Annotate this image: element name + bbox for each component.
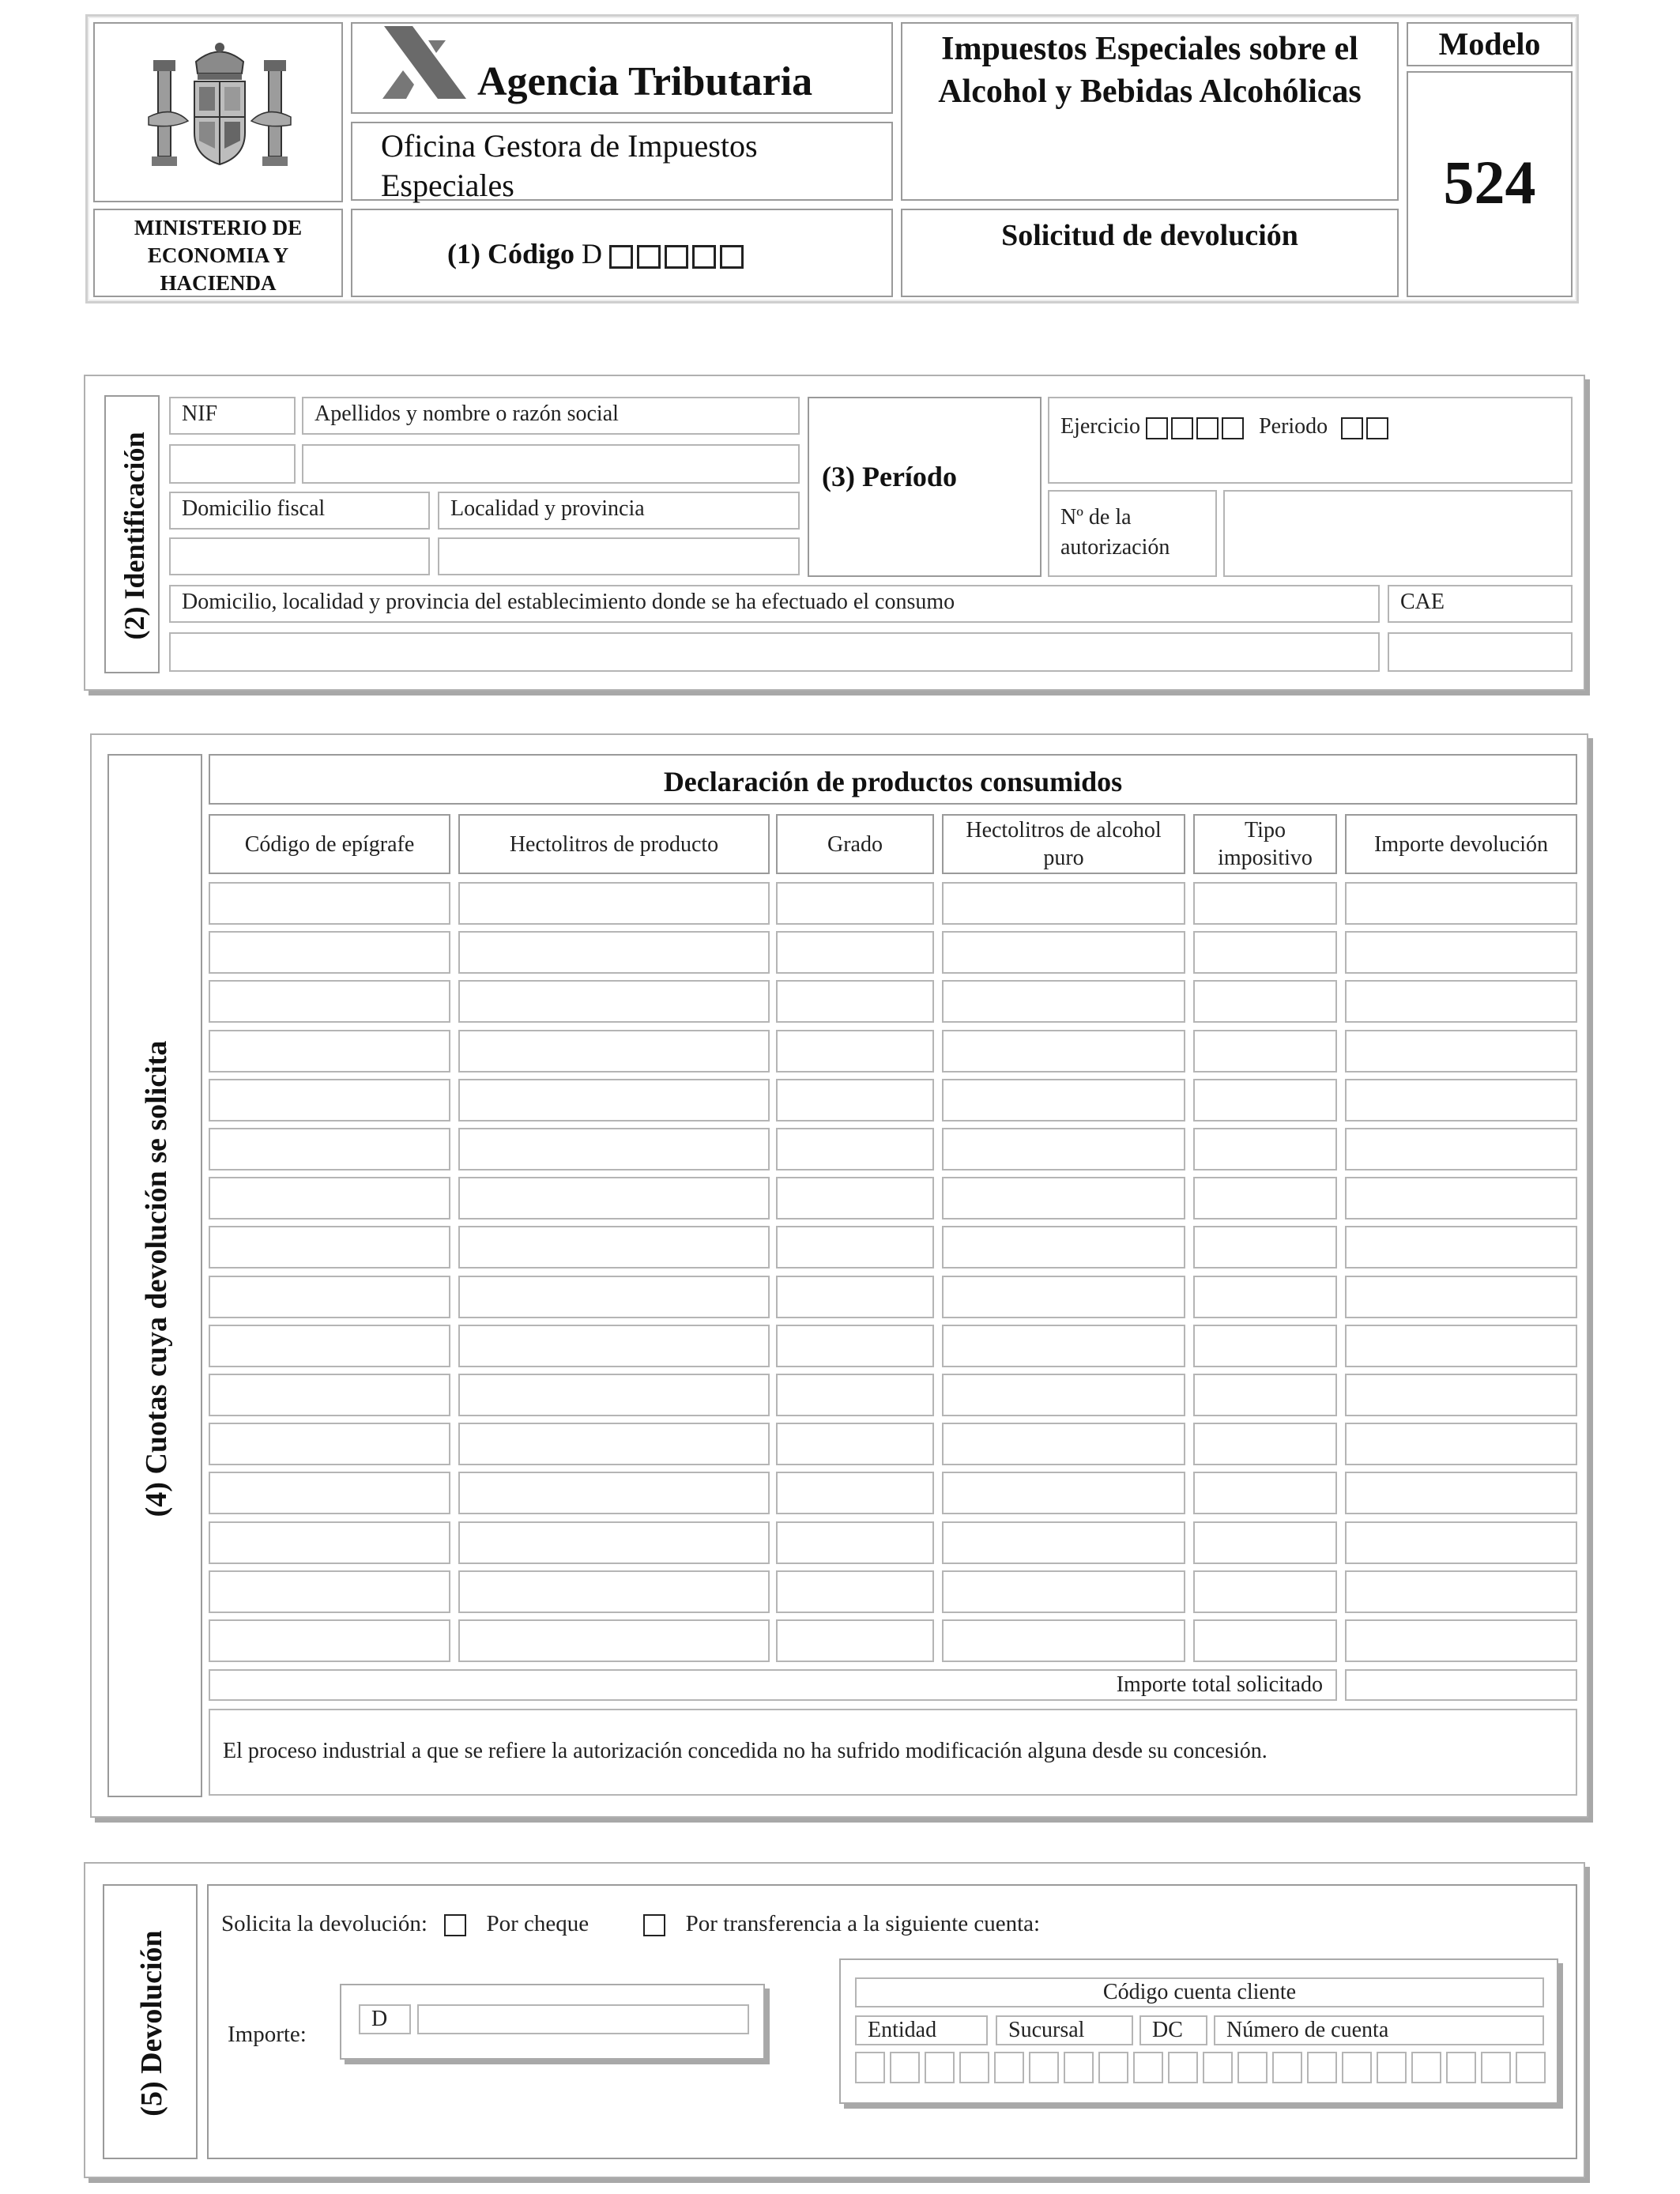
cell-importe-devolucion-input[interactable] — [1345, 931, 1577, 974]
cell-hectolitros-producto-input[interactable] — [458, 1374, 770, 1416]
modelo-label: Modelo — [1438, 26, 1541, 62]
cell-tipo-impositivo-input[interactable] — [1193, 980, 1337, 1023]
identificacion-title: (2) Identificación — [119, 432, 150, 640]
cae-input[interactable] — [1388, 632, 1573, 672]
nombre-input[interactable] — [302, 444, 800, 484]
cell-importe-devolucion-input[interactable] — [1345, 1128, 1577, 1171]
cell-grado-input[interactable] — [776, 1276, 934, 1318]
transferencia-label: Por transferencia a la siguiente cuenta: — [685, 1911, 1041, 1936]
ccc-digit-box[interactable] — [1029, 2052, 1059, 2083]
declaration-box — [209, 1709, 1577, 1796]
cell-grado-input[interactable] — [776, 1128, 934, 1171]
cuotas-title-box — [107, 754, 202, 1797]
cell-grado-input[interactable] — [776, 1325, 934, 1367]
tax-title: Impuestos Especiales sobre el Alcohol y Bebidas Alcohólicas — [938, 31, 1362, 110]
office-box — [351, 122, 893, 201]
autorizacion-label-box — [1048, 490, 1217, 577]
domicilio-input[interactable] — [169, 537, 430, 575]
total-label-box — [209, 1669, 1337, 1701]
ejercicio-field[interactable] — [1060, 414, 1388, 439]
cell-codigo-epigrafe-input[interactable] — [209, 980, 450, 1023]
coat-of-arms-box — [93, 22, 343, 202]
col-header-hectolitros-alcohol: Hectolitros de alcohol puro — [942, 814, 1185, 874]
cell-hectolitros-producto-input[interactable] — [458, 1619, 770, 1662]
cell-importe-devolucion-input[interactable] — [1345, 882, 1577, 925]
cell-importe-devolucion-input[interactable] — [1345, 1472, 1577, 1514]
cell-hectolitros-alcohol-input[interactable] — [942, 1521, 1185, 1564]
ccc-digit-box[interactable] — [1377, 2052, 1407, 2083]
dc-label: DC — [1152, 2018, 1183, 2042]
ccc-digit-box[interactable] — [1098, 2052, 1128, 2083]
cell-codigo-epigrafe-input[interactable] — [209, 882, 450, 925]
codigo-digit-box[interactable] — [665, 245, 688, 269]
ccc-digit-box[interactable] — [1237, 2052, 1268, 2083]
ccc-digit-box[interactable] — [925, 2052, 955, 2083]
cell-hectolitros-alcohol-input[interactable] — [942, 1570, 1185, 1613]
codigo-label: (1) Código — [447, 238, 574, 270]
ccc-digit-box[interactable] — [1446, 2052, 1476, 2083]
cell-hectolitros-alcohol-input[interactable] — [942, 1423, 1185, 1465]
cell-grado-input[interactable] — [776, 980, 934, 1023]
cell-tipo-impositivo-input[interactable] — [1193, 1226, 1337, 1269]
domicilio-label: Domicilio fiscal — [182, 496, 326, 521]
ccc-digit-box[interactable] — [1307, 2052, 1337, 2083]
codigo-field[interactable] — [447, 237, 748, 270]
cell-tipo-impositivo-input[interactable] — [1193, 1570, 1337, 1613]
periodo-title: (3) Período — [822, 461, 957, 492]
ccc-title-box — [855, 1977, 1544, 2007]
modelo-label-box — [1407, 22, 1573, 66]
cell-hectolitros-producto-input[interactable] — [458, 1325, 770, 1367]
cheque-label: Por cheque — [486, 1911, 590, 1936]
importe-input[interactable] — [417, 2004, 749, 2034]
identificacion-title-box — [104, 395, 160, 673]
total-label: Importe total solicitado — [1116, 1672, 1323, 1697]
nif-label: NIF — [182, 401, 218, 426]
col-header-hectolitros-producto: Hectolitros de producto — [458, 814, 770, 874]
domicilio-label-box — [169, 492, 430, 530]
cell-tipo-impositivo-input[interactable] — [1193, 1276, 1337, 1318]
cheque-checkbox[interactable] — [444, 1914, 466, 1936]
cell-codigo-epigrafe-input[interactable] — [209, 931, 450, 974]
cell-hectolitros-alcohol-input[interactable] — [942, 1619, 1185, 1662]
col-header-grado: Grado — [776, 814, 934, 874]
cell-codigo-epigrafe-input[interactable] — [209, 1521, 450, 1564]
codigo-digit-box[interactable] — [692, 245, 716, 269]
ejercicio-digit-box[interactable] — [1222, 417, 1244, 439]
cell-hectolitros-alcohol-input[interactable] — [942, 1177, 1185, 1220]
cell-hectolitros-producto-input[interactable] — [458, 1226, 770, 1269]
cell-tipo-impositivo-input[interactable] — [1193, 1177, 1337, 1220]
cell-importe-devolucion-input[interactable] — [1345, 1030, 1577, 1072]
cell-tipo-impositivo-input[interactable] — [1193, 1619, 1337, 1662]
declaracion-title: Declaración de productos consumidos — [663, 766, 1123, 797]
subtitle-box — [901, 209, 1399, 297]
codigo-prefix: D — [582, 238, 602, 270]
cell-importe-devolucion-input[interactable] — [1345, 980, 1577, 1023]
cell-tipo-impositivo-input[interactable] — [1193, 1423, 1337, 1465]
establecimiento-label-box — [169, 585, 1380, 623]
agency-name: Agencia Tributaria — [477, 59, 813, 104]
cell-grado-input[interactable] — [776, 1177, 934, 1220]
periodo-digit-box[interactable] — [1366, 417, 1388, 439]
cell-codigo-epigrafe-input[interactable] — [209, 1619, 450, 1662]
cell-importe-devolucion-input[interactable] — [1345, 1226, 1577, 1269]
autorizacion-label: Nº de la autorización — [1060, 505, 1170, 560]
cell-codigo-epigrafe-input[interactable] — [209, 1374, 450, 1416]
nombre-label: Apellidos y nombre o razón social — [315, 401, 619, 426]
ccc-digit-box[interactable] — [855, 2052, 885, 2083]
cell-importe-devolucion-input[interactable] — [1345, 1619, 1577, 1662]
cell-grado-input[interactable] — [776, 1472, 934, 1514]
cell-hectolitros-producto-input[interactable] — [458, 1079, 770, 1122]
cell-hectolitros-alcohol-input[interactable] — [942, 980, 1185, 1023]
cell-hectolitros-producto-input[interactable] — [458, 1030, 770, 1072]
entidad-label-box — [855, 2015, 988, 2045]
cell-importe-devolucion-input[interactable] — [1345, 1276, 1577, 1318]
cell-codigo-epigrafe-input[interactable] — [209, 1276, 450, 1318]
cell-hectolitros-alcohol-input[interactable] — [942, 931, 1185, 974]
periodo-label: Periodo — [1259, 414, 1328, 439]
cell-grado-input[interactable] — [776, 1570, 934, 1613]
autorizacion-input[interactable] — [1223, 490, 1573, 577]
dc-label-box — [1139, 2015, 1207, 2045]
cell-hectolitros-producto-input[interactable] — [458, 1276, 770, 1318]
cell-codigo-epigrafe-input[interactable] — [209, 1325, 450, 1367]
cell-hectolitros-alcohol-input[interactable] — [942, 1374, 1185, 1416]
ccc-digit-box[interactable] — [1342, 2052, 1372, 2083]
ccc-digit-box[interactable] — [1203, 2052, 1233, 2083]
ejercicio-digit-box[interactable] — [1196, 417, 1219, 439]
ccc-digit-box[interactable] — [959, 2052, 989, 2083]
ejercicio-box — [1048, 397, 1573, 484]
cell-codigo-epigrafe-input[interactable] — [209, 1030, 450, 1072]
importe-prefix: D — [371, 2007, 388, 2031]
cell-tipo-impositivo-input[interactable] — [1193, 1325, 1337, 1367]
cell-importe-devolucion-input[interactable] — [1345, 1521, 1577, 1564]
ministry-box — [93, 209, 343, 297]
ccc-digit-box[interactable] — [1516, 2052, 1546, 2083]
cell-hectolitros-alcohol-input[interactable] — [942, 1325, 1185, 1367]
tax-title-box — [901, 22, 1399, 201]
agency-box — [351, 22, 893, 114]
ministry-name: MINISTERIO DE ECONOMIA Y HACIENDA — [134, 216, 303, 296]
cuenta-label: Número de cuenta — [1226, 2018, 1389, 2042]
cell-tipo-impositivo-input[interactable] — [1193, 1128, 1337, 1171]
cell-hectolitros-producto-input[interactable] — [458, 1423, 770, 1465]
cell-codigo-epigrafe-input[interactable] — [209, 1177, 450, 1220]
total-input[interactable] — [1345, 1669, 1577, 1701]
periodo-title-box — [808, 397, 1042, 577]
ejercicio-digit-box[interactable] — [1146, 417, 1168, 439]
office-name: Oficina Gestora de Impuestos Especiales — [381, 128, 758, 203]
ccc-digit-box[interactable] — [1133, 2052, 1163, 2083]
cell-grado-input[interactable] — [776, 882, 934, 925]
cell-importe-devolucion-input[interactable] — [1345, 1079, 1577, 1122]
sucursal-label: Sucursal — [1008, 2018, 1085, 2042]
ejercicio-label: Ejercicio — [1060, 414, 1141, 439]
codigo-digit-box[interactable] — [637, 245, 661, 269]
cell-codigo-epigrafe-input[interactable] — [209, 1472, 450, 1514]
ccc-digit-box[interactable] — [1272, 2052, 1302, 2083]
cell-importe-devolucion-input[interactable] — [1345, 1374, 1577, 1416]
codigo-digit-box[interactable] — [609, 245, 633, 269]
nif-input[interactable] — [169, 444, 296, 484]
cell-importe-devolucion-input[interactable] — [1345, 1177, 1577, 1220]
cell-codigo-epigrafe-input[interactable] — [209, 1226, 450, 1269]
col-header-tipo-impositivo: Tipo impositivo — [1193, 814, 1337, 874]
ccc-digit-box[interactable] — [1168, 2052, 1198, 2083]
ccc-digit-box[interactable] — [1481, 2052, 1511, 2083]
col-header-codigo-epigrafe: Código de epígrafe — [209, 814, 450, 874]
nif-label-box — [169, 397, 296, 435]
establecimiento-label: Domicilio, localidad y provincia del establecimiento donde se ha efectuado el consumo — [182, 590, 955, 614]
cell-grado-input[interactable] — [776, 1619, 934, 1662]
cell-hectolitros-producto-input[interactable] — [458, 1472, 770, 1514]
cell-hectolitros-producto-input[interactable] — [458, 980, 770, 1023]
col-header-importe-devolucion: Importe devolución — [1345, 814, 1577, 874]
cae-label: CAE — [1400, 590, 1445, 614]
cell-grado-input[interactable] — [776, 931, 934, 974]
nombre-label-box — [302, 397, 800, 435]
cell-codigo-epigrafe-input[interactable] — [209, 1128, 450, 1171]
transferencia-checkbox[interactable] — [643, 1914, 665, 1936]
cell-hectolitros-producto-input[interactable] — [458, 882, 770, 925]
importe-label: Importe: — [228, 2022, 307, 2047]
periodo-digit-box[interactable] — [1341, 417, 1363, 439]
localidad-input[interactable] — [438, 537, 800, 575]
localidad-label-box — [438, 492, 800, 530]
cell-tipo-impositivo-input[interactable] — [1193, 882, 1337, 925]
agency-logo-icon — [379, 26, 468, 102]
cell-grado-input[interactable] — [776, 1374, 934, 1416]
cell-hectolitros-producto-input[interactable] — [458, 931, 770, 974]
ccc-digit-box[interactable] — [1411, 2052, 1441, 2083]
cell-tipo-impositivo-input[interactable] — [1193, 1521, 1337, 1564]
cell-hectolitros-alcohol-input[interactable] — [942, 1226, 1185, 1269]
cell-hectolitros-alcohol-input[interactable] — [942, 882, 1185, 925]
cell-hectolitros-producto-input[interactable] — [458, 1570, 770, 1613]
ccc-digit-box[interactable] — [994, 2052, 1024, 2083]
cell-hectolitros-producto-input[interactable] — [458, 1128, 770, 1171]
codigo-digit-box[interactable] — [720, 245, 744, 269]
cell-tipo-impositivo-input[interactable] — [1193, 1374, 1337, 1416]
cell-tipo-impositivo-input[interactable] — [1193, 931, 1337, 974]
cuenta-label-box — [1214, 2015, 1544, 2045]
cell-tipo-impositivo-input[interactable] — [1193, 1030, 1337, 1072]
form-subtitle: Solicitud de devolución — [1001, 219, 1298, 252]
cell-hectolitros-alcohol-input[interactable] — [942, 1079, 1185, 1122]
cell-tipo-impositivo-input[interactable] — [1193, 1472, 1337, 1514]
cae-label-box — [1388, 585, 1573, 623]
cell-codigo-epigrafe-input[interactable] — [209, 1079, 450, 1122]
modelo-number: 524 — [1443, 148, 1536, 217]
devolucion-title: (5) Devolución — [135, 1930, 168, 2117]
cell-hectolitros-producto-input[interactable] — [458, 1521, 770, 1564]
cuotas-title: (4) Cuotas cuya devolución se solicita — [140, 1040, 173, 1517]
cell-codigo-epigrafe-input[interactable] — [209, 1423, 450, 1465]
solicita-label: Solicita la devolución: — [221, 1911, 428, 1936]
cell-importe-devolucion-input[interactable] — [1345, 1423, 1577, 1465]
ccc-title: Código cuenta cliente — [1102, 1980, 1297, 2004]
cell-importe-devolucion-input[interactable] — [1345, 1325, 1577, 1367]
sucursal-label-box — [996, 2015, 1133, 2045]
cell-grado-input[interactable] — [776, 1521, 934, 1564]
cell-tipo-impositivo-input[interactable] — [1193, 1079, 1337, 1122]
entidad-label: Entidad — [868, 2018, 937, 2042]
establecimiento-input[interactable] — [169, 632, 1380, 672]
cell-codigo-epigrafe-input[interactable] — [209, 1570, 450, 1613]
cell-grado-input[interactable] — [776, 1423, 934, 1465]
modelo-number-box — [1407, 71, 1573, 297]
codigo-box — [351, 209, 893, 297]
cell-grado-input[interactable] — [776, 1226, 934, 1269]
devolucion-title-box — [103, 1884, 198, 2159]
cell-hectolitros-alcohol-input[interactable] — [942, 1472, 1185, 1514]
cell-hectolitros-alcohol-input[interactable] — [942, 1128, 1185, 1171]
declaracion-title-box — [209, 754, 1577, 805]
cell-hectolitros-alcohol-input[interactable] — [942, 1276, 1185, 1318]
cell-hectolitros-producto-input[interactable] — [458, 1177, 770, 1220]
declaration-text: El proceso industrial a que se refiere la autorización concedida no ha sufrido modificación alguna desde su concesión. — [223, 1739, 1268, 1763]
cell-importe-devolucion-input[interactable] — [1345, 1570, 1577, 1613]
ccc-digit-box[interactable] — [1064, 2052, 1094, 2083]
ccc-digit-box[interactable] — [890, 2052, 920, 2083]
coat-of-arms-icon — [141, 38, 299, 188]
cell-grado-input[interactable] — [776, 1079, 934, 1122]
cell-grado-input[interactable] — [776, 1030, 934, 1072]
cell-hectolitros-alcohol-input[interactable] — [942, 1030, 1185, 1072]
solicita-row — [221, 1911, 1040, 1937]
ejercicio-digit-box[interactable] — [1171, 417, 1193, 439]
importe-prefix-box — [359, 2004, 411, 2034]
localidad-label: Localidad y provincia — [450, 496, 645, 521]
